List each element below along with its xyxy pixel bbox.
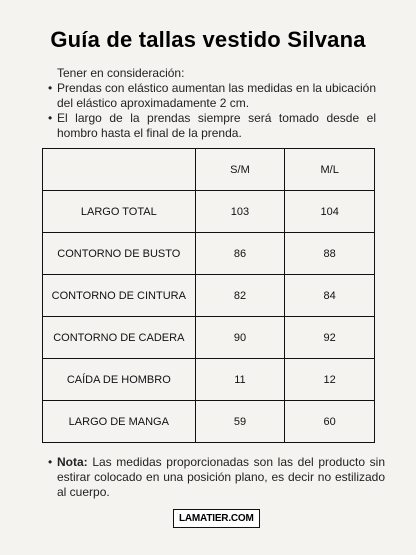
note-bullet-length: • El largo de la prendas siempre será tomado desde el hombro hasta el final de la prenda. xyxy=(48,111,376,141)
table-row xyxy=(43,401,375,443)
brand-logo: LAMATIER.COM xyxy=(173,509,260,528)
footnote xyxy=(48,455,385,500)
row-ml-value: 92 xyxy=(285,317,375,359)
row-label: LARGO DE MANGA xyxy=(43,401,196,443)
header-empty-cell xyxy=(43,149,196,191)
footnote-text: Las medidas proporcionadas son las del producto sin estirar colocado en una posición plano, es decir no estilizado al cuerpo. xyxy=(57,455,385,499)
page-title: Guía de tallas vestido Silvana xyxy=(50,27,366,52)
footnote-label: Nota: xyxy=(57,455,88,469)
row-sm-value: 86 xyxy=(195,233,285,275)
row-sm-value: 103 xyxy=(195,191,285,233)
header-ml: M/L xyxy=(285,149,375,191)
row-label: CONTORNO DE CADERA xyxy=(43,317,196,359)
row-ml-value: 104 xyxy=(285,191,375,233)
row-ml-value: 12 xyxy=(285,359,375,401)
row-label: CONTORNO DE CINTURA xyxy=(43,275,196,317)
header-sm: S/M xyxy=(195,149,285,191)
row-sm-value: 11 xyxy=(195,359,285,401)
notes-lead: Tener en consideración: xyxy=(57,66,185,80)
row-sm-value: 90 xyxy=(195,317,285,359)
row-ml-value: 88 xyxy=(285,233,375,275)
table-header-row xyxy=(43,149,375,191)
row-label: LARGO TOTAL xyxy=(43,191,196,233)
row-sm-value: 82 xyxy=(195,275,285,317)
row-label: CAÍDA DE HOMBRO xyxy=(43,359,196,401)
table-row xyxy=(43,275,375,317)
row-label: CONTORNO DE BUSTO xyxy=(43,233,196,275)
note-bullet-elastic: • Prendas con elástico aumentan las medidas en la ubicación del elástico aproximadamente 2 cm. xyxy=(48,81,376,111)
notes-section xyxy=(48,66,376,141)
table-row xyxy=(43,191,375,233)
row-sm-value: 59 xyxy=(195,401,285,443)
row-ml-value: 84 xyxy=(285,275,375,317)
table-row xyxy=(43,359,375,401)
table-row xyxy=(43,317,375,359)
table-row xyxy=(43,233,375,275)
row-ml-value: 60 xyxy=(285,401,375,443)
size-table xyxy=(42,148,375,443)
